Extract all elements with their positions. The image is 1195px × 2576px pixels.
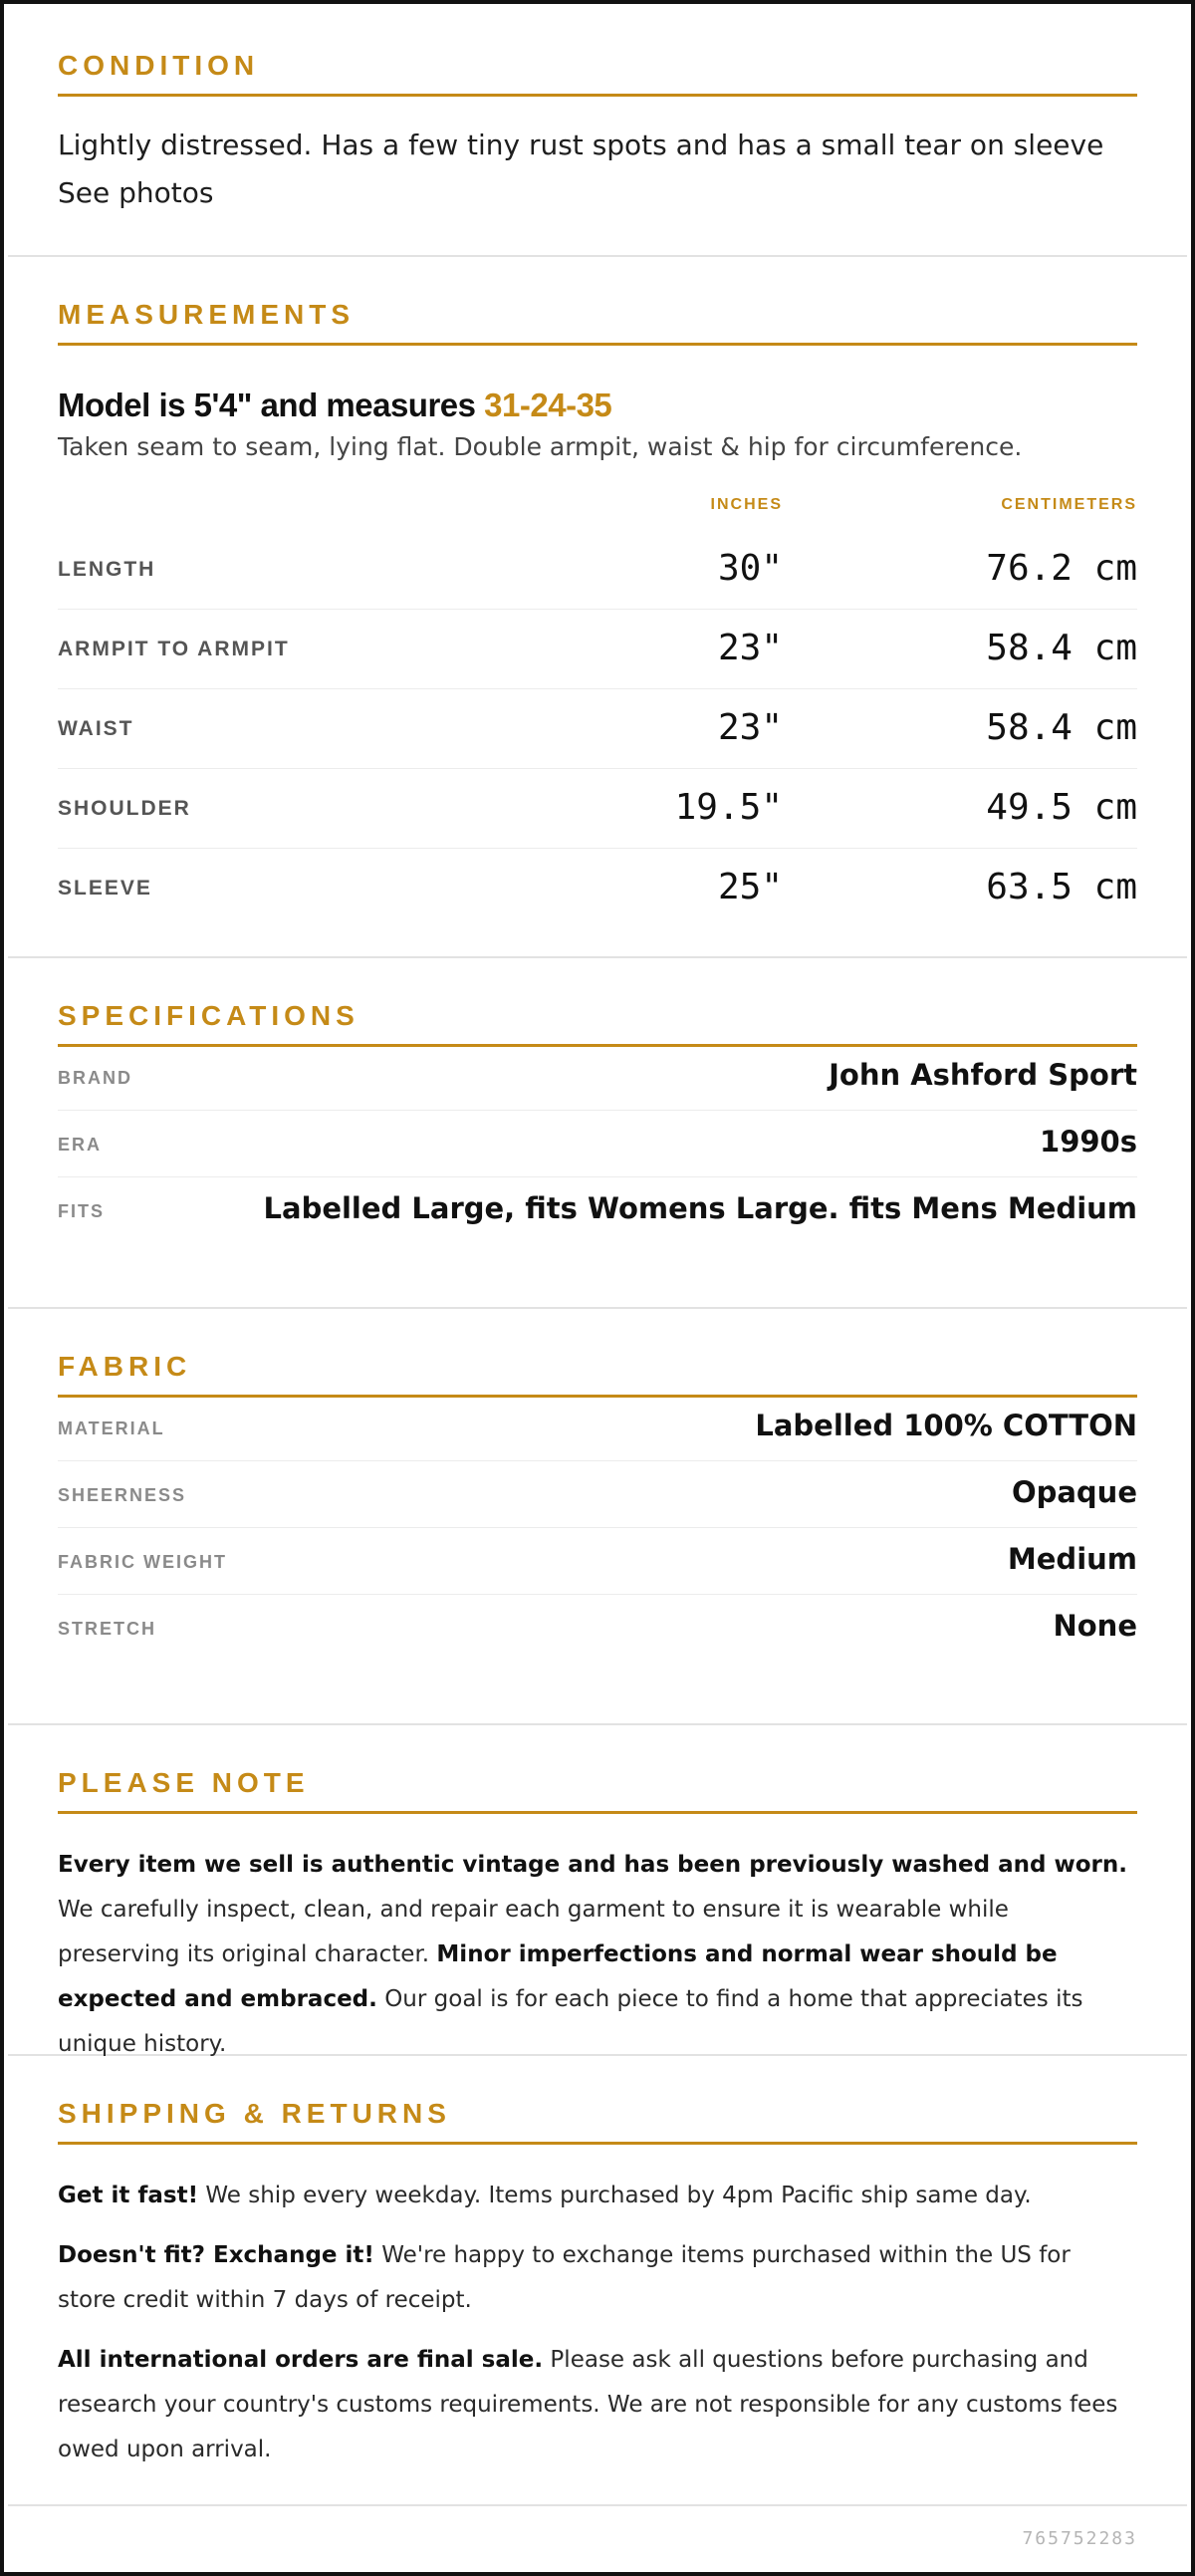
note-text-2: Our goal is for each piece to find a home that appreciates its unique history. bbox=[58, 1986, 1083, 2057]
shipping-fast-bold: Get it fast! bbox=[58, 2183, 199, 2208]
shipping-fast-body: We ship every weekday. Items purchased by 4pm Pacific ship same day. bbox=[198, 2183, 1032, 2208]
fabric-label: STRETCH bbox=[58, 1619, 156, 1639]
measurement-label: WAIST bbox=[58, 717, 134, 740]
fabric-value: None bbox=[1053, 1609, 1137, 1643]
specifications-section bbox=[8, 958, 1187, 1309]
shipping-section bbox=[8, 2056, 1187, 2506]
shipping-international-body: Please ask all questions before purchasing and research your country's customs requirements. We are not responsible for any customs fees owed upon arrival. bbox=[58, 2347, 1118, 2462]
measurement-cm: 63.5 cm bbox=[986, 867, 1137, 907]
note-bold-2: Minor imperfections and normal wear should be expected and embraced. bbox=[58, 1941, 1058, 2012]
spec-row-era bbox=[58, 1111, 1137, 1177]
measurement-inches: 23" bbox=[717, 628, 783, 668]
shipping-exchange-body: We're happy to exchange items purchased within the US for store credit within 7 days of receipt. bbox=[58, 2242, 1071, 2313]
measurement-row-sleeve bbox=[58, 849, 1137, 928]
measurement-label: SLEEVE bbox=[58, 877, 152, 900]
product-id: 765752283 bbox=[1022, 2528, 1137, 2549]
measurement-row-waist bbox=[58, 689, 1137, 769]
measurement-inches: 25" bbox=[717, 867, 783, 907]
measurement-inches: 19.5" bbox=[674, 787, 783, 828]
spec-value: 1990s bbox=[1040, 1125, 1137, 1159]
measurement-cm: 49.5 cm bbox=[986, 787, 1137, 828]
measurement-row-length bbox=[58, 530, 1137, 610]
measurement-inches: 30" bbox=[717, 548, 783, 589]
fabric-row-material bbox=[58, 1395, 1137, 1461]
condition-text: Lightly distressed. Has a few tiny rust spots and has a small tear on sleeve See photos bbox=[58, 129, 1104, 209]
spec-row-brand bbox=[58, 1044, 1137, 1111]
fabric-value: Medium bbox=[1007, 1542, 1137, 1576]
spec-value: Labelled Large, fits Womens Large. fits Mens Medium bbox=[263, 1191, 1137, 1225]
note-bold-1: Every item we sell is authentic vintage and has been previously washed and worn. bbox=[58, 1852, 1127, 1878]
shipping-international-text bbox=[58, 2338, 1129, 2472]
measurement-label: ARMPIT TO ARMPIT bbox=[58, 638, 290, 660]
fabric-value: Labelled 100% COTTON bbox=[755, 1409, 1137, 1442]
measurement-cm: 58.4 cm bbox=[986, 707, 1137, 748]
spec-row-fits bbox=[58, 1177, 1137, 1244]
spec-label: FITS bbox=[58, 1201, 105, 1221]
measurement-label: SHOULDER bbox=[58, 797, 191, 820]
spec-label: ERA bbox=[58, 1135, 103, 1155]
measurements-section bbox=[8, 257, 1187, 958]
condition-title: CONDITION bbox=[58, 50, 1137, 97]
fabric-label: SHEERNESS bbox=[58, 1485, 187, 1505]
fabric-label: MATERIAL bbox=[58, 1418, 165, 1438]
measurement-inches: 23" bbox=[717, 707, 783, 748]
fabric-row-sheerness bbox=[58, 1461, 1137, 1528]
fabric-section bbox=[8, 1309, 1187, 1725]
centimeters-column-header: CENTIMETERS bbox=[1001, 496, 1137, 513]
shipping-exchange-bold: Doesn't fit? Exchange it! bbox=[58, 2242, 374, 2268]
spec-value: John Ashford Sport bbox=[829, 1058, 1137, 1092]
inches-column-header: INCHES bbox=[710, 496, 783, 513]
shipping-title: SHIPPING & RETURNS bbox=[58, 2098, 1137, 2145]
model-prefix: Model is 5'4" and measures bbox=[58, 386, 485, 423]
fabric-row-weight bbox=[58, 1528, 1137, 1595]
shipping-international-bold: All international orders are final sale. bbox=[58, 2347, 544, 2373]
shipping-fast-text bbox=[58, 2174, 1129, 2218]
model-measurements bbox=[58, 386, 611, 424]
specifications-title: SPECIFICATIONS bbox=[58, 1000, 1137, 1047]
measurement-row-shoulder bbox=[58, 769, 1137, 849]
please-note-title: PLEASE NOTE bbox=[58, 1767, 1137, 1814]
measurement-label: LENGTH bbox=[58, 558, 156, 581]
measurement-method-note: Taken seam to seam, lying flat. Double armpit, waist & hip for circumference. bbox=[58, 432, 1023, 461]
note-text-1: We carefully inspect, clean, and repair each garment to ensure it is wearable while preserving its original character. bbox=[58, 1897, 1009, 1967]
condition-section bbox=[8, 4, 1187, 257]
spec-label: BRAND bbox=[58, 1068, 132, 1088]
fabric-row-stretch bbox=[58, 1595, 1137, 1662]
measurement-row-armpit bbox=[58, 610, 1137, 689]
please-note-section bbox=[8, 1725, 1187, 2056]
please-note-text bbox=[58, 1843, 1129, 2067]
shipping-exchange-text bbox=[58, 2233, 1129, 2323]
fabric-value: Opaque bbox=[1011, 1475, 1137, 1509]
measurement-cm: 58.4 cm bbox=[986, 628, 1137, 668]
measurements-title: MEASUREMENTS bbox=[58, 299, 1137, 346]
measurement-cm: 76.2 cm bbox=[986, 548, 1137, 589]
fabric-label: FABRIC WEIGHT bbox=[58, 1552, 227, 1572]
model-measures-value: 31-24-35 bbox=[484, 386, 612, 423]
fabric-title: FABRIC bbox=[58, 1351, 1137, 1398]
